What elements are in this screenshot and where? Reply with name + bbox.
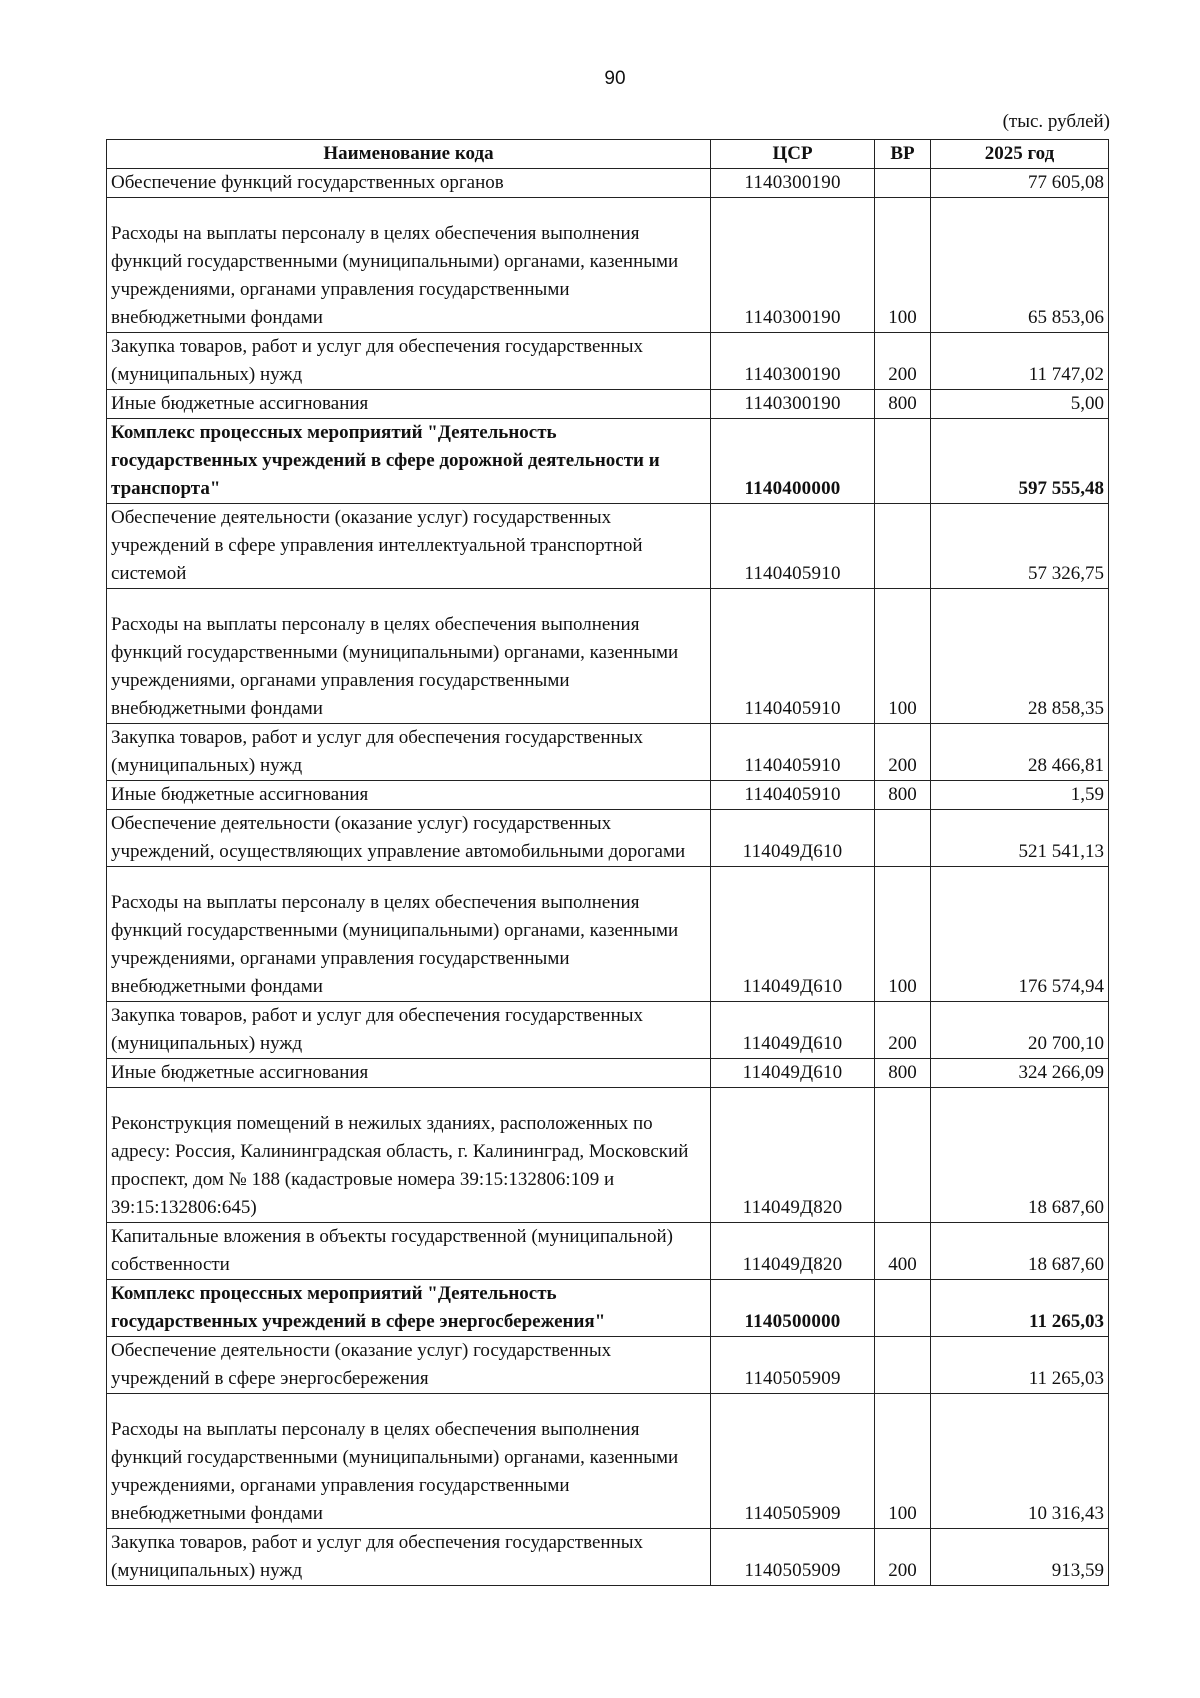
- header-name: Наименование кода: [107, 140, 711, 169]
- header-vr: ВР: [875, 140, 931, 169]
- table-row: [107, 1394, 1109, 1529]
- row-csr: 1140505909: [711, 1394, 875, 1529]
- row-csr: 1140500000: [711, 1280, 875, 1337]
- row-name: Расходы на выплаты персоналу в целях обеспечения выполнения функций государственными (муниципальными) органами, казенными учреждениями, органами управления государственными внебюджетными фондами: [107, 1394, 711, 1529]
- row-sum: 20 700,10: [931, 1002, 1109, 1059]
- row-vr: [875, 1337, 931, 1394]
- row-csr: 1140300190: [711, 198, 875, 333]
- row-sum: 18 687,60: [931, 1088, 1109, 1223]
- row-sum: 28 858,35: [931, 589, 1109, 724]
- table-row: [107, 169, 1109, 198]
- row-name: Расходы на выплаты персоналу в целях обеспечения выполнения функций государственными (муниципальными) органами, казенными учреждениями, органами управления государственными внебюджетными фондами: [107, 867, 711, 1002]
- row-vr: 100: [875, 867, 931, 1002]
- table-header-row: [107, 140, 1109, 169]
- row-csr: 1140405910: [711, 504, 875, 589]
- row-vr: 800: [875, 781, 931, 810]
- row-csr: 114049Д820: [711, 1223, 875, 1280]
- units-label: (тыс. рублей): [1002, 111, 1110, 132]
- table-row: [107, 333, 1109, 390]
- table-row: [107, 1002, 1109, 1059]
- row-csr: 1140400000: [711, 419, 875, 504]
- row-name: Обеспечение деятельности (оказание услуг) государственных учреждений в сфере управления интеллектуальной транспортной системой: [107, 504, 711, 589]
- row-sum: 77 605,08: [931, 169, 1109, 198]
- table-row: [107, 867, 1109, 1002]
- table-row: [107, 810, 1109, 867]
- row-name: Иные бюджетные ассигнования: [107, 1059, 711, 1088]
- row-vr: 800: [875, 1059, 931, 1088]
- row-name: Комплекс процессных мероприятий "Деятельность государственных учреждений в сфере дорожной деятельности и транспорта": [107, 419, 711, 504]
- row-vr: 200: [875, 1002, 931, 1059]
- row-sum: 521 541,13: [931, 810, 1109, 867]
- row-vr: 200: [875, 724, 931, 781]
- row-vr: 200: [875, 333, 931, 390]
- row-csr: 1140505909: [711, 1337, 875, 1394]
- row-sum: 18 687,60: [931, 1223, 1109, 1280]
- row-csr: 1140505909: [711, 1529, 875, 1586]
- row-csr: 114049Д610: [711, 1059, 875, 1088]
- row-name: Иные бюджетные ассигнования: [107, 781, 711, 810]
- row-sum: 324 266,09: [931, 1059, 1109, 1088]
- table-row: [107, 1280, 1109, 1337]
- table-row: [107, 1223, 1109, 1280]
- row-name: Комплекс процессных мероприятий "Деятельность государственных учреждений в сфере энергосбережения": [107, 1280, 711, 1337]
- row-csr: 114049Д610: [711, 810, 875, 867]
- row-csr: 1140300190: [711, 169, 875, 198]
- budget-table: [106, 139, 1109, 1586]
- header-csr: ЦСР: [711, 140, 875, 169]
- row-vr: 100: [875, 198, 931, 333]
- table-row: [107, 1059, 1109, 1088]
- table-row: [107, 724, 1109, 781]
- row-name: Капитальные вложения в объекты государственной (муниципальной) собственности: [107, 1223, 711, 1280]
- row-vr: [875, 810, 931, 867]
- row-sum: 11 747,02: [931, 333, 1109, 390]
- row-sum: 65 853,06: [931, 198, 1109, 333]
- row-csr: 1140405910: [711, 589, 875, 724]
- row-vr: [875, 169, 931, 198]
- row-name: Закупка товаров, работ и услуг для обеспечения государственных (муниципальных) нужд: [107, 1002, 711, 1059]
- row-sum: 1,59: [931, 781, 1109, 810]
- row-sum: 28 466,81: [931, 724, 1109, 781]
- row-vr: 200: [875, 1529, 931, 1586]
- row-csr: 114049Д610: [711, 867, 875, 1002]
- row-name: Расходы на выплаты персоналу в целях обеспечения выполнения функций государственными (муниципальными) органами, казенными учреждениями, органами управления государственными внебюджетными фондами: [107, 589, 711, 724]
- row-sum: 5,00: [931, 390, 1109, 419]
- row-sum: 176 574,94: [931, 867, 1109, 1002]
- table-row: [107, 419, 1109, 504]
- table-row: [107, 1088, 1109, 1223]
- row-sum: 10 316,43: [931, 1394, 1109, 1529]
- row-name: Реконструкция помещений в нежилых зданиях, расположенных по адресу: Россия, Калининградская область, г. Калининград, Московский проспект, дом № 188 (кадастровые номера 39:15:132806:109 и 39:15:132806:645): [107, 1088, 711, 1223]
- row-sum: 597 555,48: [931, 419, 1109, 504]
- table-row: [107, 1337, 1109, 1394]
- row-csr: 114049Д820: [711, 1088, 875, 1223]
- row-sum: 11 265,03: [931, 1337, 1109, 1394]
- table-row: [107, 589, 1109, 724]
- row-name: Обеспечение деятельности (оказание услуг) государственных учреждений в сфере энергосбережения: [107, 1337, 711, 1394]
- row-sum: 913,59: [931, 1529, 1109, 1586]
- row-name: Закупка товаров, работ и услуг для обеспечения государственных (муниципальных) нужд: [107, 1529, 711, 1586]
- row-name: Иные бюджетные ассигнования: [107, 390, 711, 419]
- table-row: [107, 390, 1109, 419]
- row-csr: 1140405910: [711, 724, 875, 781]
- row-vr: [875, 504, 931, 589]
- row-csr: 1140300190: [711, 390, 875, 419]
- row-csr: 1140405910: [711, 781, 875, 810]
- table-row: [107, 1529, 1109, 1586]
- row-sum: 57 326,75: [931, 504, 1109, 589]
- table-row: [107, 198, 1109, 333]
- row-vr: 400: [875, 1223, 931, 1280]
- row-name: Закупка товаров, работ и услуг для обеспечения государственных (муниципальных) нужд: [107, 724, 711, 781]
- table-row: [107, 781, 1109, 810]
- page-number: 90: [604, 68, 626, 89]
- row-name: Расходы на выплаты персоналу в целях обеспечения выполнения функций государственными (муниципальными) органами, казенными учреждениями, органами управления государственными внебюджетными фондами: [107, 198, 711, 333]
- row-vr: [875, 1088, 931, 1223]
- row-vr: 100: [875, 1394, 931, 1529]
- row-csr: 114049Д610: [711, 1002, 875, 1059]
- row-name: Обеспечение деятельности (оказание услуг) государственных учреждений, осуществляющих управление автомобильными дорогами: [107, 810, 711, 867]
- row-vr: 100: [875, 589, 931, 724]
- row-vr: [875, 1280, 931, 1337]
- row-name: Обеспечение функций государственных органов: [107, 169, 711, 198]
- row-vr: [875, 419, 931, 504]
- row-name: Закупка товаров, работ и услуг для обеспечения государственных (муниципальных) нужд: [107, 333, 711, 390]
- header-year: 2025 год: [931, 140, 1109, 169]
- row-csr: 1140300190: [711, 333, 875, 390]
- table-row: [107, 504, 1109, 589]
- row-vr: 800: [875, 390, 931, 419]
- row-sum: 11 265,03: [931, 1280, 1109, 1337]
